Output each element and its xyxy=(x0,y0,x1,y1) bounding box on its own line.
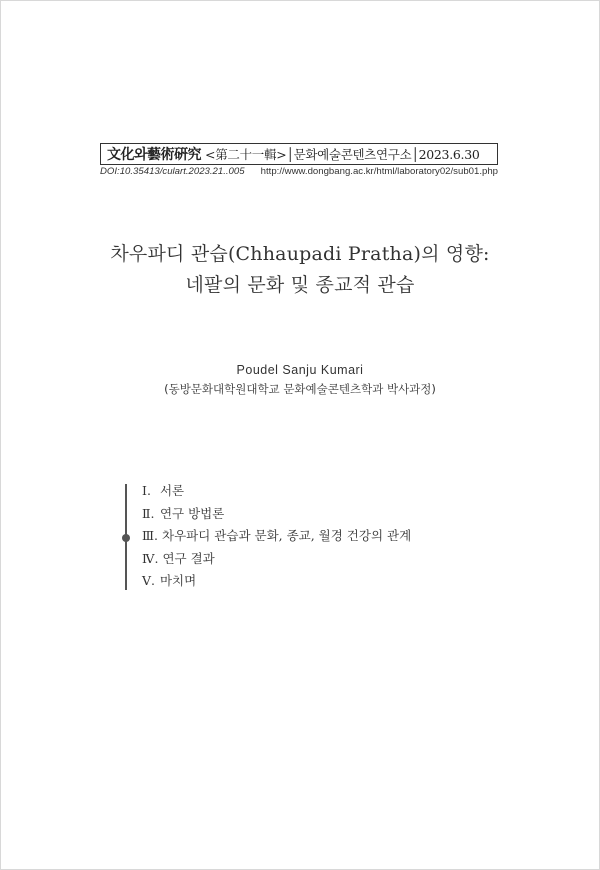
toc-item-number: Ⅴ. xyxy=(142,573,156,588)
toc-item-number: Ⅰ. xyxy=(142,483,151,498)
toc-item-label: 연구 결과 xyxy=(162,550,215,566)
toc-item xyxy=(142,570,411,593)
journal-logo: 文化와藝術硏究 xyxy=(107,147,202,163)
toc-item xyxy=(142,503,411,526)
toc-item xyxy=(142,480,411,503)
paper-title-line-1: 차우파디 관습(Chhaupadi Pratha)의 영향: xyxy=(110,243,490,265)
author-name: Poudel Sanju Kumari xyxy=(236,363,364,377)
toc-item xyxy=(142,525,411,548)
journal-header-box xyxy=(100,143,498,165)
journal-issue-info: <第二十一輯>│문화예술콘텐츠연구소│2023.6.30 xyxy=(205,147,480,162)
toc-item xyxy=(142,548,411,571)
toc-item-label: 서론 xyxy=(159,483,185,498)
toc-item-label: 차우파디 관습과 문화, 종교, 월경 건강의 관계 xyxy=(162,528,412,543)
doi-text: DOI:10.35413/culart.2023.21..005 xyxy=(100,166,245,177)
toc-item-number: Ⅲ. xyxy=(142,528,159,543)
paper-title-line-2: 네팔의 문화 및 종교적 관습 xyxy=(185,274,415,296)
toc-item-number: Ⅳ. xyxy=(142,550,159,566)
toc-item-label: 마치며 xyxy=(159,573,197,588)
table-of-contents xyxy=(142,480,411,593)
toc-marker-dot xyxy=(122,534,130,542)
author-affiliation: (동방문화대학원대학교 문화예술콘텐츠학과 박사과정) xyxy=(164,382,436,396)
toc-item-label: 연구 방법론 xyxy=(159,505,225,521)
journal-url[interactable]: http://www.dongbang.ac.kr/html/laboratory02/sub01.php xyxy=(260,166,498,177)
toc-item-number: Ⅱ. xyxy=(142,505,155,521)
